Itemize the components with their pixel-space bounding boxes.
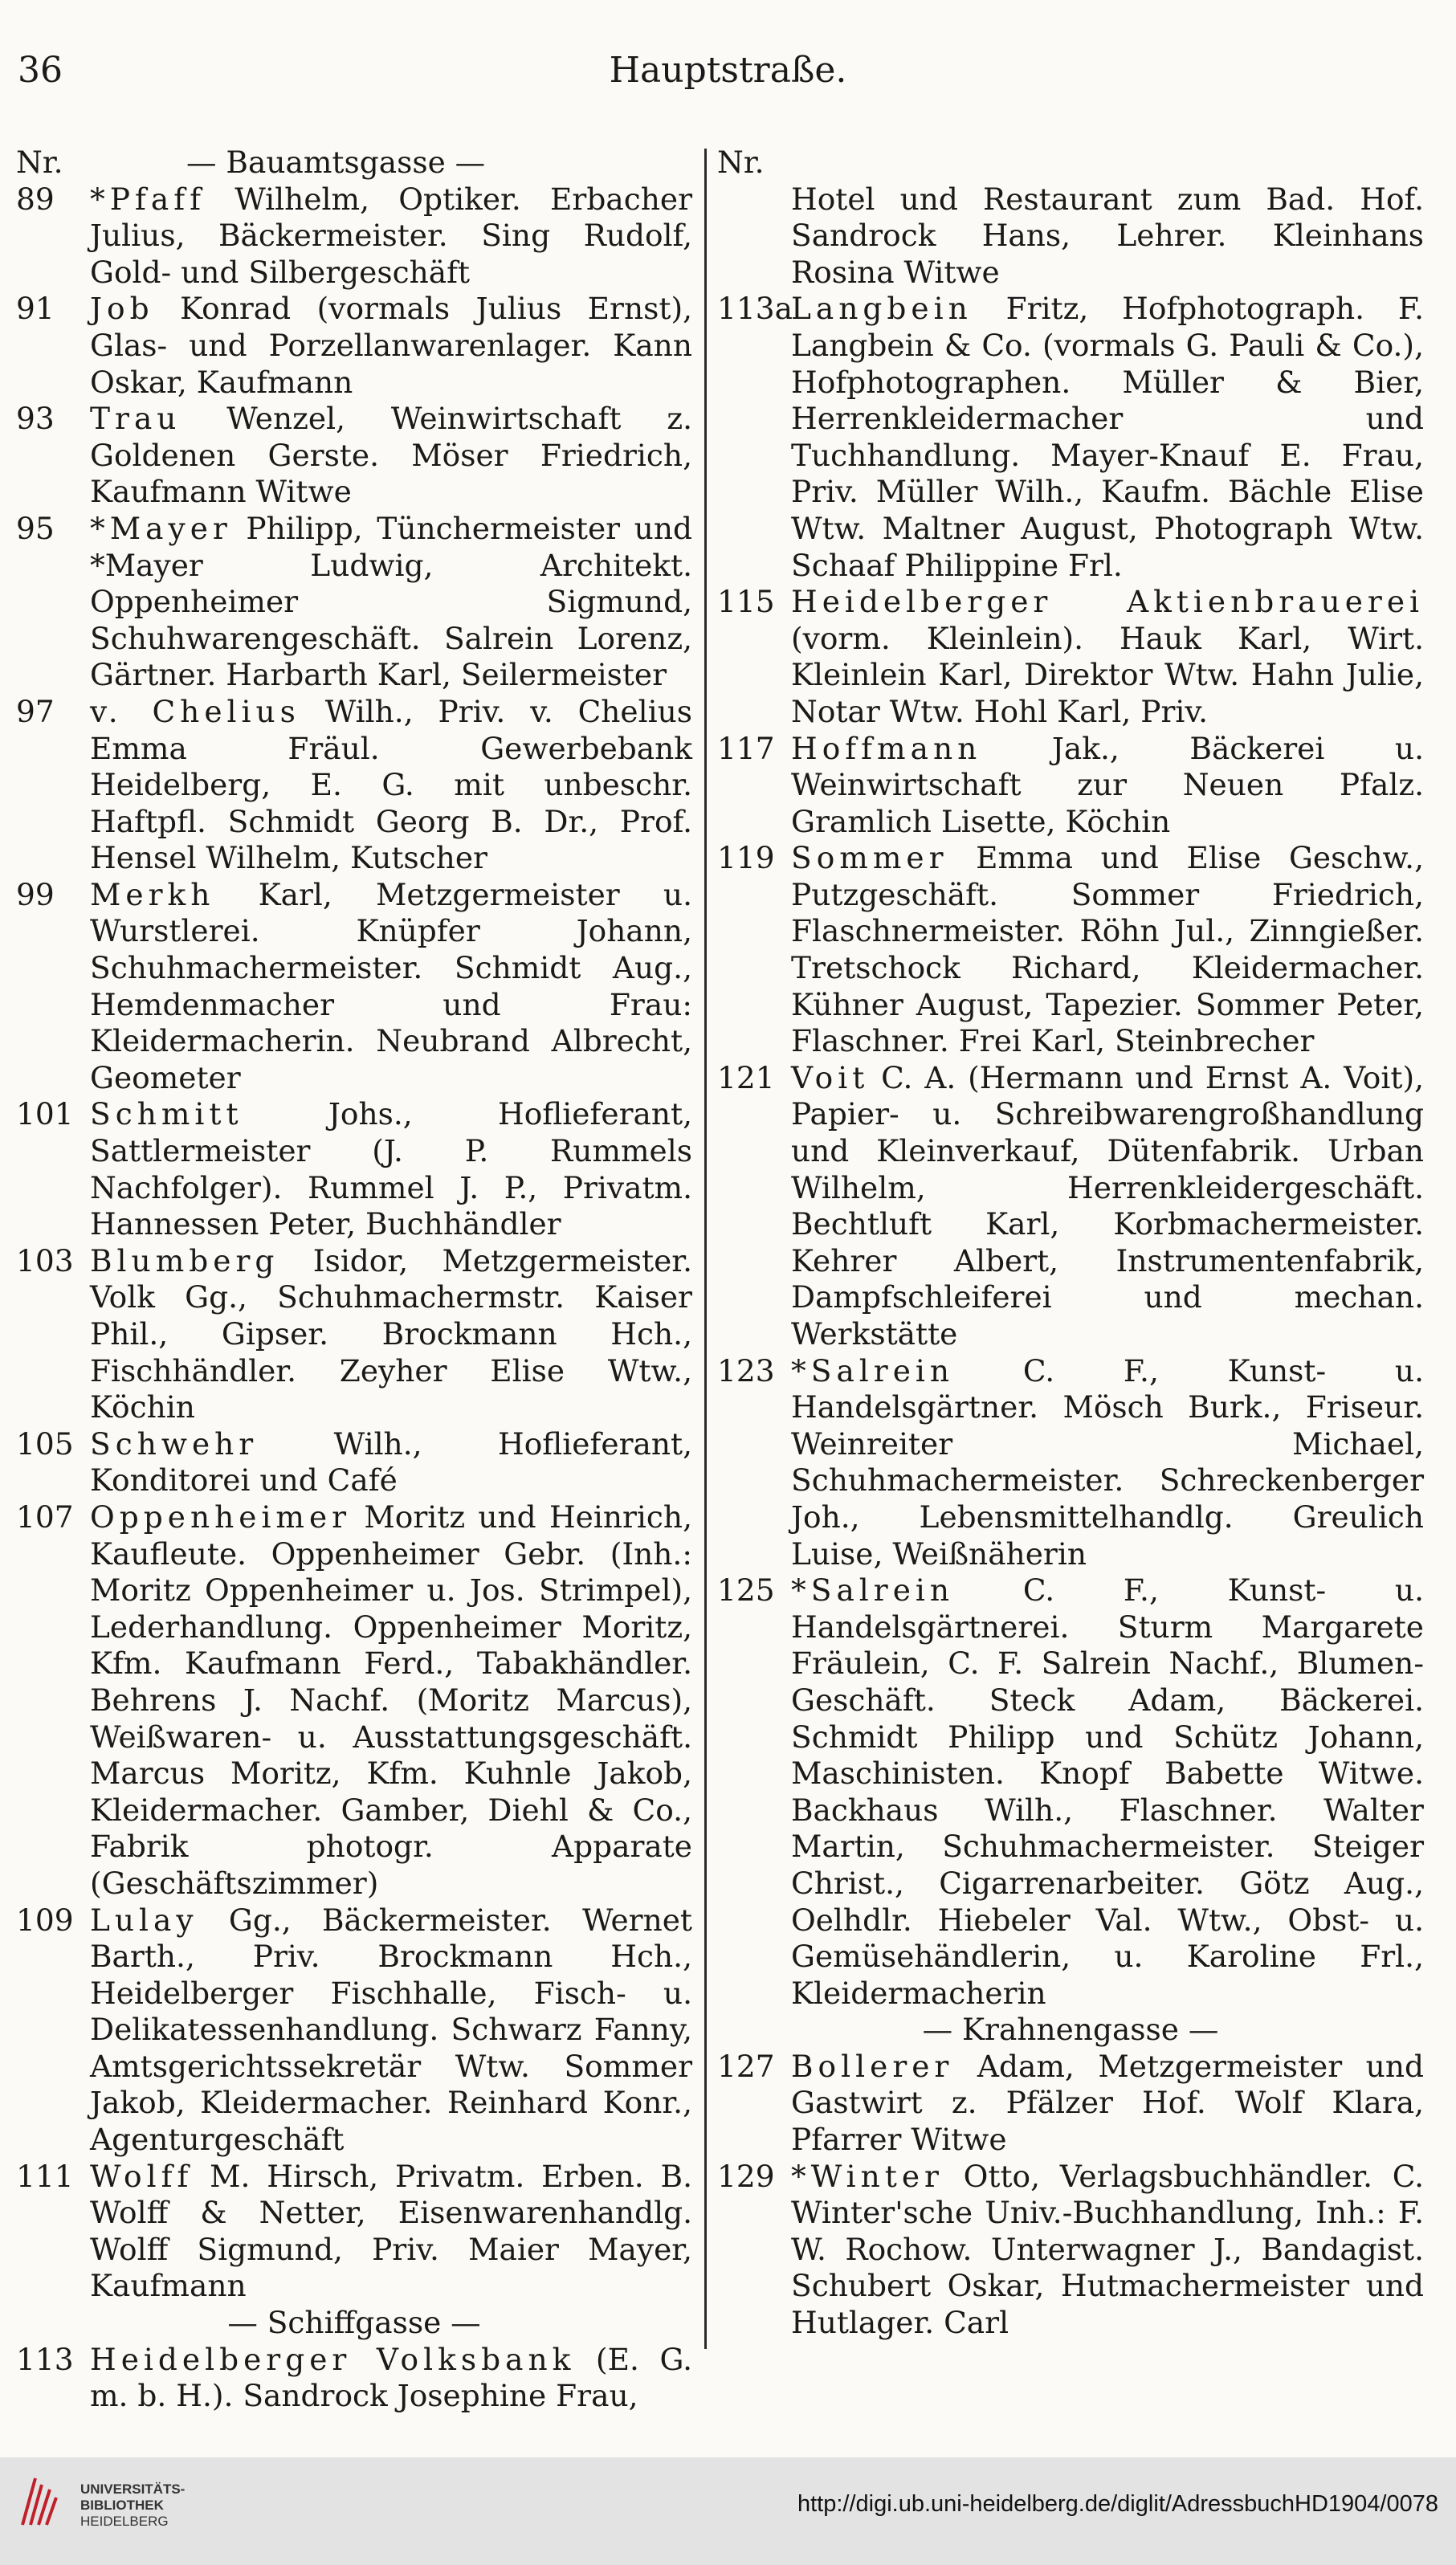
house-number: 93 [16,401,55,437]
house-number: 111 [16,2158,74,2194]
entry-details: Jak., Bäckerei u. Weinwirtschaft zur Neuen Pfalz. Gramlich Lisette, Köchin [791,730,1424,839]
entry-name: Trau [90,401,181,437]
entry-text [90,511,692,694]
entry-details: M. Hirsch, Privatm. Erben. B. Wolff & Netter, Eisenwarenhandlg. Wolff Sigmund, Priv. Maier Mayer, Kaufmann [90,2158,692,2304]
entry-details: Moritz und Heinrich, Kaufleute. Oppenheimer Gebr. (Inh.: Moritz Oppenheimer u. Jos. Strimpel), Lederhandlung. Oppenheimer Moritz, Kfm. Kaufmann Ferd., Tabakhändler. Behrens J. Nachf. (Moritz Marcus), Weißwaren- u. Ausstattungsgeschäft. Marcus Moritz, Kfm. Kuhnle Jakob, Kleidermacher. Gamber, Diehl & Co., Fabrik photogr. Apparate (Geschäftszimmer) [90,1499,692,1901]
entry-details: Wenzel, Weinwirtschaft z. Goldenen Gerste. Möser Friedrich, Kaufmann Witwe [90,401,692,510]
library-name [80,2481,185,2530]
entry-details: Emma und Elise Geschw., Putzgeschäft. Sommer Friedrich, Flaschnermeister. Röhn Jul., Zinngießer. Tretschock Richard, Kleidermacher. Kühner August, Tapezier. Sommer Peter, Flaschner. Frei Karl, Steinbrecher [791,840,1424,1059]
entry-text [791,2049,1424,2159]
column-divider [704,149,707,2349]
list-item [16,1902,692,2159]
list-item [717,1353,1424,1573]
list-item [16,1426,692,1499]
entry-name: Hoffmann [791,730,982,766]
entry-details: Wilh., Priv. v. Chelius Emma Fräul. Gewerbebank Heidelberg, E. G. mit unbeschr. Haftpfl. Schmidt Georg B. Dr., Prof. Hensel Wilhelm, Kutscher [90,693,692,876]
list-item [717,840,1424,1060]
entry-text [90,1902,692,2159]
entry-details: C. F., Kunst- u. Handelsgärtnerei. Sturm Margarete Fräulein, C. F. Salrein Nachf., Blumen-Geschäft. Steck Adam, Bäckerei. Schmidt Philipp und Schütz Johann, Maschinisten. Knopf Babette Witwe. Backhaus Wilh., Flaschner. Walter Martin, Schuhmachermeister. Steiger Christ., Cigarrenarbeiter. Götz Aug., Oelhdlr. Hiebeler Val. Wtw., Obst- u. Gemüsehändlerin, u. Karoline Frl., Kleidermacherin [791,1572,1424,2011]
entry-text [791,1353,1424,1573]
entry-text [90,1243,692,1426]
entry-name: Blumberg [90,1242,279,1278]
entry-name: *Salrein [791,1352,955,1389]
list-item [717,2049,1424,2159]
entry-details: Wilh., Hoflieferant, Konditorei und Café [90,1425,692,1499]
list-item [16,2342,692,2415]
list-item [16,1499,692,1902]
house-number: 123 [717,1352,775,1389]
house-number: 95 [16,510,55,546]
entry-name: Merkh [90,876,215,912]
house-number: 127 [717,2048,775,2084]
house-number: 117 [717,730,775,766]
entry-name: v. Chelius [90,693,300,729]
right-column [717,145,1424,2342]
entry-list [16,2342,692,2415]
entry-text [90,1096,692,1242]
street-heading: — Bauamtsgasse — [186,145,486,180]
entry-text [791,2159,1424,2342]
entry-name: Wolff [90,2158,194,2194]
entry-text [90,2159,692,2305]
entry-name: *Pfaff [90,181,206,217]
house-number: 121 [717,1059,775,1095]
entry-details: Konrad (vormals Julius Ernst), Glas- und Porzellanwarenlager. Kann Oskar, Kaufmann [90,291,692,400]
house-number: 129 [717,2158,775,2194]
house-number: 109 [16,1902,74,1938]
house-number: 113 [16,2341,74,2377]
entry-list [717,2049,1424,2342]
entry-list [717,181,1424,2012]
entry-name: *Mayer [90,510,232,546]
list-item [717,1572,1424,2012]
left-column [16,145,692,2415]
nr-label: Nr. [16,145,63,180]
street-heading: — Krahnengasse — [922,2012,1219,2048]
entry-text [90,2342,692,2415]
entry-details: (vorm. Kleinlein). Hauk Karl, Wirt. Kleinlein Karl, Direktor Wtw. Hahn Julie, Notar Wtw. Hohl Karl, Priv. [791,620,1424,729]
house-number: 115 [717,584,775,620]
entry-text [90,877,692,1097]
entry-text [791,1572,1424,2012]
entry-text [90,1426,692,1499]
house-number: 97 [16,693,55,729]
street-heading: — Schiffgasse — [227,2305,481,2341]
entry-details: Wilhelm, Optiker. Erbacher Julius, Bäckermeister. Sing Rudolf, Gold- und Silbergeschäft [90,181,692,290]
nr-label: Nr. [717,145,765,180]
list-item [16,181,692,292]
house-number: 89 [16,181,55,217]
entry-details: Gg., Bäckermeister. Wernet Barth., Priv. Brockmann Hch., Heidelberger Fischhalle, Fisch- u. Delikatessenhandlung. Schwarz Fanny, Amtsgerichtssekretär Wtw. Sommer Jakob, Kleidermacher. Reinhard Konr., Agenturgeschäft [90,1902,692,2158]
entry-details: Hotel und Restaurant zum Bad. Hof. Sandrock Hans, Lehrer. Kleinhans Rosina Witwe [791,181,1424,290]
list-item [717,181,1424,292]
library-logo-icon [18,2473,59,2530]
house-number: 125 [717,1572,775,1609]
entry-details: (E. G. m. b. H.). Sandrock Josephine Frau, [90,2341,692,2414]
running-title: Hauptstraße. [609,50,847,91]
entry-name: Heidelberger Volksbank [90,2341,576,2377]
source-url[interactable]: http://digi.ub.uni-heidelberg.de/diglit/AdressbuchHD1904/0078 [797,2491,1438,2517]
list-item [16,291,692,401]
entry-name: Voit [791,1059,870,1095]
entry-text [90,291,692,401]
right-column-header [717,145,1424,181]
entry-text [791,840,1424,1060]
library-line: UNIVERSITÄTS- [80,2481,186,2497]
entry-text [90,181,692,292]
list-item [16,694,692,877]
list-item [16,877,692,1097]
house-number: 103 [16,1242,74,1278]
entry-text [791,181,1424,292]
entry-details: Isidor, Metzgermeister. Volk Gg., Schuhmachermstr. Kaiser Phil., Gipser. Brockmann Hch., Fischhändler. Zeyher Elise Wtw., Köchin [90,1242,692,1425]
entry-text [791,291,1424,584]
left-column-header [16,145,692,181]
list-item [16,401,692,511]
house-number: 91 [16,291,55,327]
entry-text [90,1499,692,1902]
list-item [16,511,692,694]
entry-name: Heidelberger Aktienbrauerei [791,584,1424,620]
house-number [717,181,791,292]
house-number: 113a [717,291,793,327]
list-item [16,1243,692,1426]
list-item [717,2159,1424,2342]
entry-text [791,584,1424,730]
entry-name: Schwehr [90,1425,259,1462]
entry-details: Otto, Verlagsbuchhändler. C. Winter'sche Univ.-Buchhandlung, Inh.: F. W. Rochow. Unterwagner J., Bandagist. Schubert Oskar, Hutmachermeister und Hutlager. Carl [791,2158,1424,2341]
entry-text [791,1060,1424,1353]
entry-list [16,181,692,2305]
house-number: 101 [16,1096,74,1132]
entry-name: Lulay [90,1902,198,1938]
house-number: 105 [16,1425,74,1462]
page-number: 36 [18,50,63,91]
entry-details: Johs., Hoflieferant, Sattlermeister (J. P. Rummels Nachfolger). Rummel J. P., Privatm. Hannessen Peter, Buchhändler [90,1096,692,1242]
library-line: BIBLIOTHEK [80,2498,164,2513]
house-number: 119 [717,840,775,876]
entry-details: Fritz, Hofphotograph. F. Langbein & Co. (vormals G. Pauli & Co.), Hofphotographen. Müller & Bier, Herrenkleidermacher und Tuchhandlung. Mayer-Knauf E. Frau, Priv. Müller Wilh., Kaufm. Bächle Elise Wtw. Maltner August, Photograph Wtw. Schaaf Philippine Frl. [791,291,1424,583]
house-number: 107 [16,1499,74,1535]
entry-name: Bollerer [791,2048,954,2084]
entry-name: Langbein [791,291,973,327]
entry-details: C. A. (Hermann und Ernst A. Voit), Papier- u. Schreibwarengroßhandlung und Kleinverkauf, Dütenfabrik. Urban Wilhelm, Herrenkleidergeschäft. Bechtluft Karl, Korbmachermeister. Kehrer Albert, Instrumentenfabrik, Dampfschleiferei und mechan. Werkstätte [791,1059,1424,1352]
list-item [16,1096,692,1242]
list-item [717,584,1424,730]
entry-details: C. F., Kunst- u. Handelsgärtner. Mösch Burk., Friseur. Weinreiter Michael, Schuhmachermeister. Schreckenberger Joh., Lebensmittelhandlg. Greulich Luise, Weißnäherin [791,1352,1424,1572]
entry-details: Adam, Metzgermeister und Gastwirt z. Pfälzer Hof. Wolf Klara, Pfarrer Witwe [791,2048,1424,2158]
entry-text [791,731,1424,841]
list-item [717,291,1424,584]
entry-details: Philipp, Tünchermeister und *Mayer Ludwig, Architekt. Oppenheimer Sigmund, Schuhwarengeschäft. Salrein Lorenz, Gärtner. Harbarth Karl, Seilermeister [90,510,692,693]
entry-details: Karl, Metzgermeister u. Wurstlerei. Knüpfer Johann, Schuhmachermeister. Schmidt Aug., Hemdenmacher und Frau: Kleidermacherin. Neubrand Albrecht, Geometer [90,876,692,1095]
list-item [16,2159,692,2305]
entry-name: Job [90,291,154,327]
entry-name: *Winter [791,2158,944,2194]
house-number: 99 [16,876,55,912]
list-item [717,731,1424,841]
entry-name: *Salrein [791,1572,955,1609]
library-line: HEIDELBERG [80,2514,169,2529]
entry-name: Schmitt [90,1096,243,1132]
entry-text [90,401,692,511]
entry-name: Sommer [791,840,948,876]
list-item [717,1060,1424,1353]
entry-name: Oppenheimer [90,1499,352,1535]
entry-text [90,694,692,877]
